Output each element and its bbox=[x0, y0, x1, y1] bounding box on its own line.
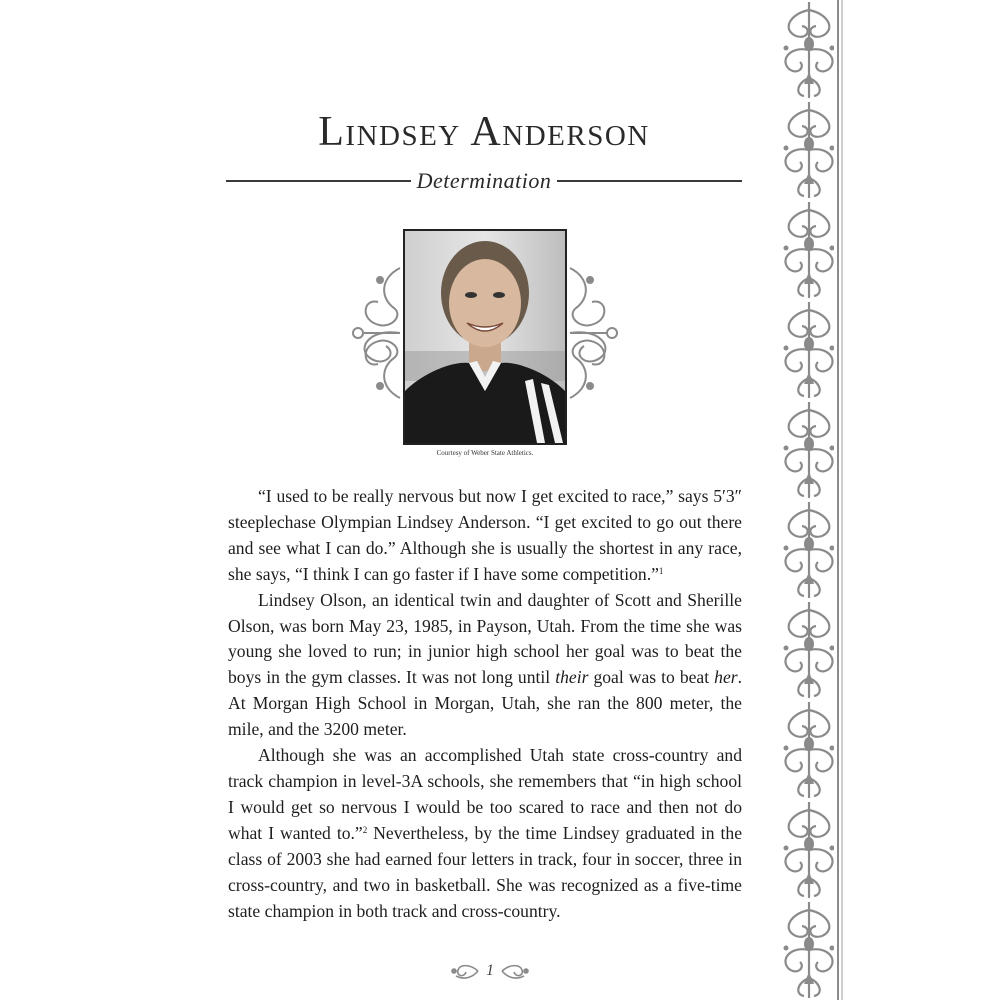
paragraph bbox=[228, 588, 742, 743]
paragraph-text: Nevertheless, by the time Lindsey graduated in the class of 2003 she had earned four letters in track, four in soccer, three in cross-country, and two in basketball. She was recognized as a five-time state champion in both track and cross-country. bbox=[228, 822, 743, 921]
paragraph-text: . At Morgan High School in Morgan, Utah, she ran the 800 meter, the mile, and the 3200 meter. bbox=[228, 667, 742, 740]
subtitle-rule-left bbox=[226, 180, 411, 182]
page-number-block bbox=[430, 960, 550, 982]
folio-flourish-right-icon bbox=[500, 960, 530, 982]
portrait-photo bbox=[403, 229, 567, 445]
paragraph-text: Lindsey Olson, an identical twin and daughter of Scott and Sherille Olson, was born May 23, 1985, in Payson, Utah. From the time she was young she loved to run; in junior high school her goal was to beat the boys in the gym classes. It was not long until bbox=[228, 589, 742, 688]
folio-flourish-left-icon bbox=[450, 960, 480, 982]
paragraph-text: “I used to be really nervous but now I get excited to race,” says 5′3″ steeplechase Olympian Lindsey Anderson. “I get excited to go out there and see what I can do.” Although she is usually the shortest in any race, she says, “I think I can go faster if I have some competition.” bbox=[228, 486, 742, 584]
ornamental-border-icon bbox=[774, 0, 844, 1000]
flourish-left-icon bbox=[350, 258, 404, 408]
emphasis-text: their bbox=[555, 667, 589, 688]
flourish-right-icon bbox=[566, 258, 620, 408]
subtitle-row bbox=[226, 168, 742, 194]
paragraph-text: goal was to beat bbox=[588, 667, 715, 688]
footnote-ref[interactable]: 1 bbox=[658, 565, 664, 576]
chapter-subtitle: Determination bbox=[416, 168, 552, 193]
footnote-ref[interactable]: 2 bbox=[362, 824, 368, 835]
photo-caption: Courtesy of Weber State Athletics. bbox=[436, 449, 534, 457]
paragraph bbox=[228, 743, 742, 924]
paragraph bbox=[228, 484, 742, 588]
paragraph-text: Although she was an accomplished Utah state cross-country and track champion in level-3A schools, she remembers that “in high school I would get so nervous I would be too scared to race and then not do what I wanted to.” bbox=[228, 745, 742, 843]
subtitle-rule-right bbox=[557, 180, 742, 182]
body-text bbox=[228, 484, 742, 924]
chapter-title: Lindsey Anderson bbox=[318, 109, 650, 155]
emphasis-text: her bbox=[714, 667, 738, 688]
page-number: 1 bbox=[486, 962, 494, 979]
portrait-image bbox=[405, 231, 565, 443]
